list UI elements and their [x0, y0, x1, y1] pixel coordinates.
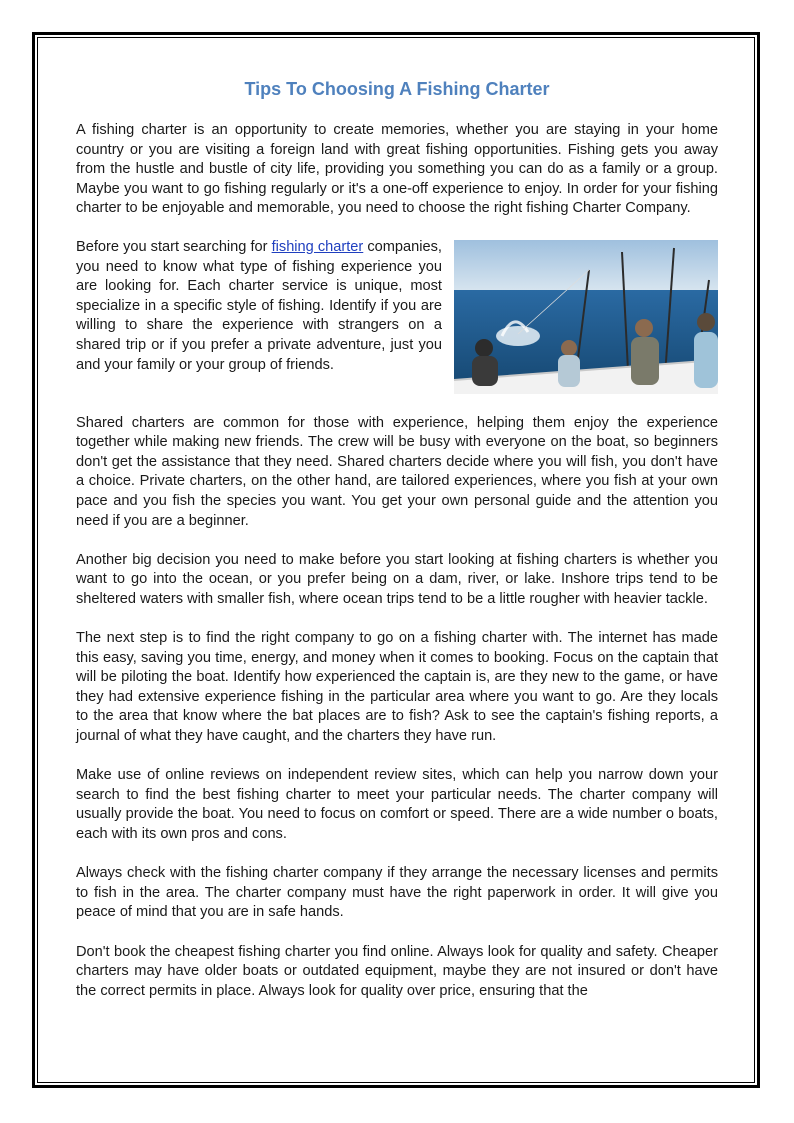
paragraph-intro: A fishing charter is an opportunity to create memories, whether you are staying in your home country or you are visiting a foreign land with great fishing opportunities. Fishing gets you away from the hustle and bustle of city life, providing you something you can do as a family or a group. Maybe you want to go fishing regularly or it's a one-off experience to enjoy. In order for your fishing charter to be enjoyable and memorable, you need to choose the right fishing Charter Company.	[76, 122, 718, 217]
paragraph-cheapest-charter: Don't book the cheapest fishing charter you find online. Always look for quality and safety. Cheaper charters may have older boats or outdated equipment, maybe they are not insured or don't have the correct permits in place. Always look for quality over price, ensuring that the	[76, 943, 718, 999]
paragraph-right-company: The next step is to find the right company to go on a fishing charter with. The internet has made this easy, saving you time, energy, and money when it comes to booking. Focus on the captain that will be piloting the boat. Identify how experienced the captain is, are they new to the game, or have they had extensive experience fishing in the particular area where you want to go. Are they locals to the area that know where the bat places are to fish? Ask to see the captain's fishing reports, a journal of what they have caught, and the charters they have run.	[76, 630, 718, 745]
document-body	[76, 76, 718, 1001]
paragraph-shared-charters: Shared charters are common for those with experience, helping them enjoy the experience together while making new friends. The crew will be busy with everyone on the boat, so beginners don't get the assistance that they need. Shared charters decide where you will fish, you don't have a choice. Private charters, on the other hand, are tailored experiences, where you fish at your own pace and you fish the species you want. You get your own personal guide and the attention you need if you are a beginner.	[76, 414, 718, 529]
fishing-boat-photo	[454, 240, 718, 394]
fishing-photo-illustration	[454, 240, 718, 394]
paragraph-2-rest: companies, you need to know what type of fishing experience you are looking for. Each charter service is unique, most specialize in a specific style of fishing. Identify if you are willing to share the experience with strangers on a shared trip or if you prefer a private adventure, just you and your family or your group of friends.	[76, 238, 442, 373]
paragraph-ocean-or-inshore: Another big decision you need to make before you start looking at fishing charters is whether you want to go into the ocean, or you prefer being on a dam, river, or lake. Inshore trips tend to be sheltered waters with smaller fish, where ocean trips tend to be a little rougher with heavier tackle.	[76, 551, 718, 607]
document-title: Tips To Choosing A Fishing Charter	[244, 79, 550, 99]
section-with-photo	[76, 238, 718, 394]
fishing-charter-link[interactable]: fishing charter	[271, 238, 364, 255]
paragraph-2-lead: Before you start searching for	[76, 238, 272, 255]
paragraph-online-reviews: Make use of online reviews on independent review sites, which can help you narrow down your search to find the best fishing charter to meet your particular needs. The charter company will usually provide the boat. You need to focus on comfort or speed. There are a wide number o boats, each with its own pros and cons.	[76, 767, 718, 843]
paragraph-licenses-permits: Always check with the fishing charter company if they arrange the necessary licenses and permits to fish in the area. The charter company must have the right paperwork in order. It will give you peace of mind that you are in safe hands.	[76, 865, 718, 921]
